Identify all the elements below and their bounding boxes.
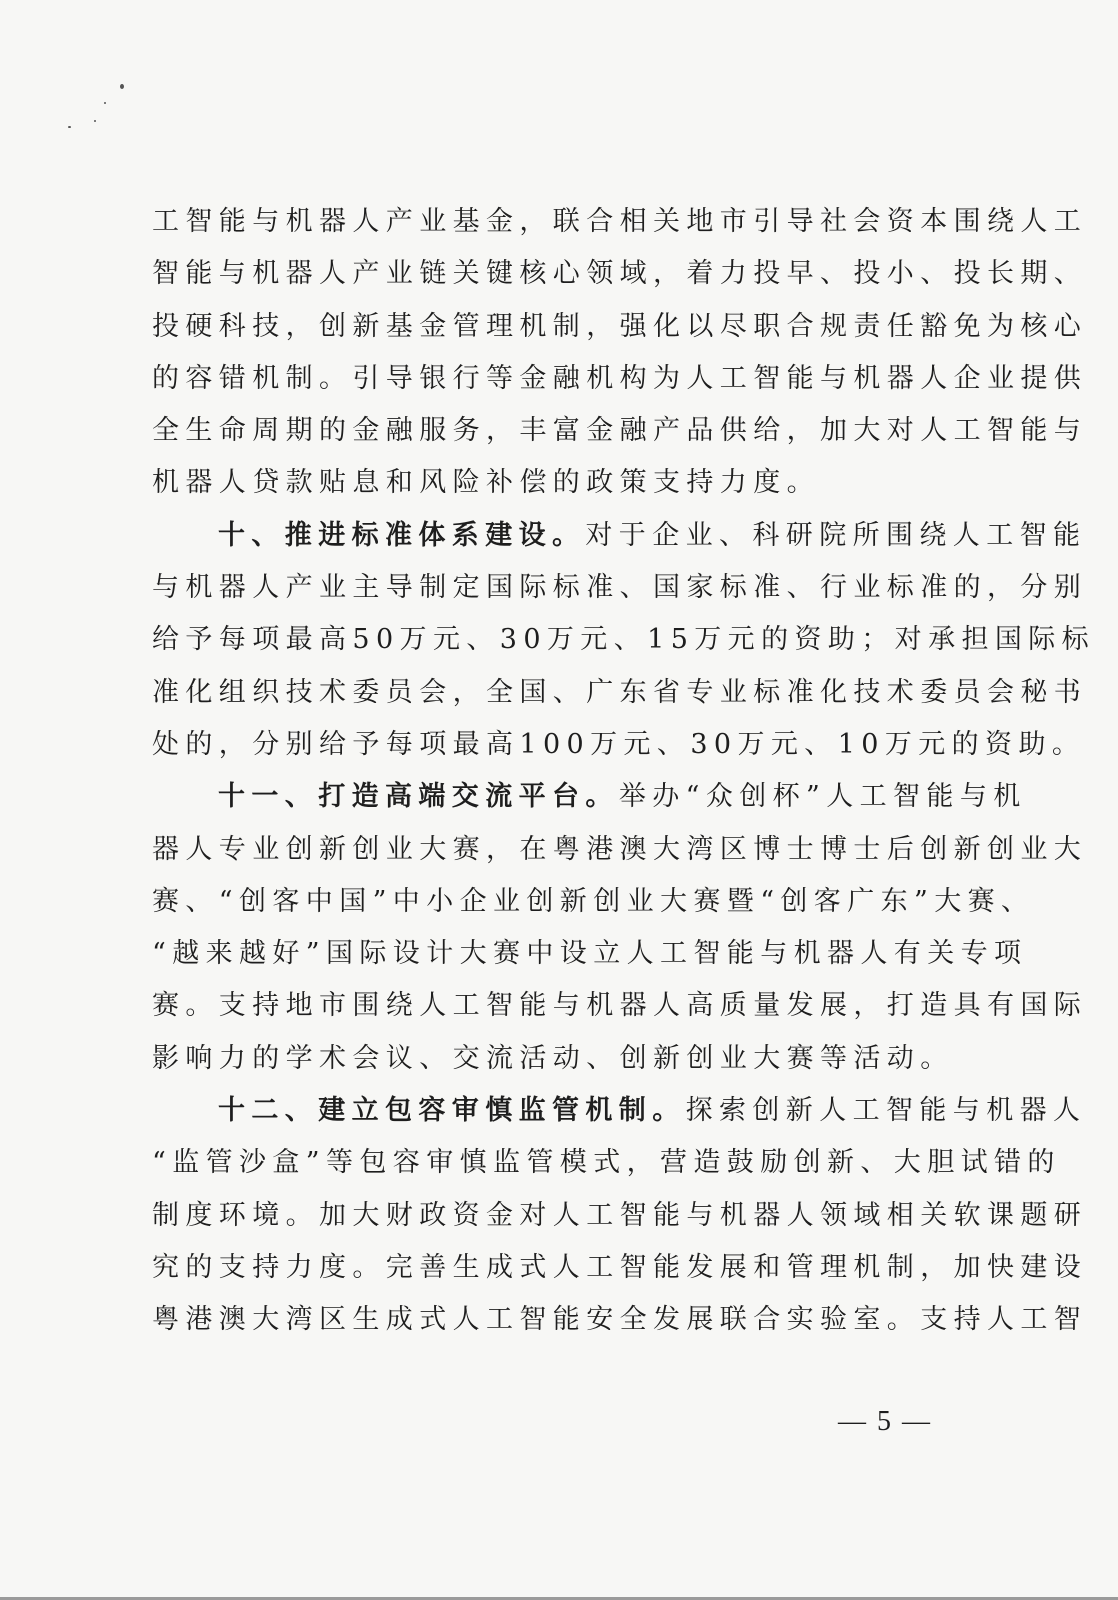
text-line: 机器人贷款贴息和风险补偿的政策支持力度。 — [152, 467, 820, 499]
text-line: 准化组织技术委员会，全国、广东省专业标准化技术委员会秘书 — [152, 676, 1088, 708]
text-line: “监管沙盒”等包容审慎监管模式，营造鼓励创新、大胆试错的 — [152, 1147, 1061, 1179]
section-text: 对于企业、科研院所围绕人工智能 — [585, 519, 1087, 551]
section-text: 举办“众创杯”人工智能与机 — [618, 781, 1027, 813]
text-line — [152, 510, 1087, 562]
text-line: 器人专业创新创业大赛，在粤港澳大湾区博士博士后创新创业大 — [152, 833, 1088, 865]
text-line: “越来越好”国际设计大赛中设立人工智能与机器人有关专项 — [152, 938, 1028, 970]
document-body — [152, 196, 1096, 1347]
paragraph-standards — [152, 510, 1096, 771]
section-text: 探索创新人工智能与机器人 — [685, 1095, 1087, 1127]
section-heading: 十一、打造高端交流平台。 — [218, 781, 619, 813]
text-line: 制度环境。加大财政资金对人工智能与机器人领域相关软课题研 — [152, 1199, 1088, 1231]
paragraph-regulation — [152, 1085, 1088, 1346]
text-line: 粤港澳大湾区生成式人工智能安全发展联合实验室。支持人工智 — [152, 1304, 1088, 1336]
text-line: 智能与机器人产业链关键核心领域，着力投早、投小、投长期、 — [152, 258, 1088, 290]
section-heading: 十二、建立包容审慎监管机制。 — [218, 1095, 686, 1127]
text-line — [152, 1085, 1087, 1137]
section-heading: 十、推进标准体系建设。 — [218, 519, 586, 551]
scan-speck — [94, 120, 96, 122]
text-line: 的容错机制。引导银行等金融机构为人工智能与机器人企业提供 — [152, 362, 1088, 394]
text-line: 影响力的学术会议、交流活动、创新创业大赛等活动。 — [152, 1042, 954, 1074]
text-line: 全生命周期的金融服务，丰富金融产品供给，加大对人工智能与 — [152, 415, 1088, 447]
scan-speck — [104, 102, 106, 104]
scan-speck — [120, 84, 124, 89]
paragraph-industry-fund — [152, 196, 1088, 510]
scan-specks — [60, 80, 140, 140]
page-number: — 5 — — [838, 1406, 932, 1437]
text-line: 究的支持力度。完善生成式人工智能发展和管理机制，加快建设 — [152, 1251, 1088, 1283]
text-line: 工智能与机器人产业基金，联合相关地市引导社会资本围绕人工 — [152, 206, 1088, 237]
text-line: 处的，分别给予每项最高100万元、30万元、10万元的资助。 — [152, 728, 1086, 760]
text-line: 投硬科技，创新基金管理机制，强化以尽职合规责任豁免为核心 — [152, 310, 1088, 342]
text-line: 给予每项最高50万元、30万元、15万元的资助；对承担国际标 — [152, 624, 1096, 656]
text-line: 赛、“创客中国”中小企业创新创业大赛暨“创客广东”大赛、 — [152, 885, 1035, 917]
scan-speck — [68, 126, 71, 128]
text-line: 与机器人产业主导制定国际标准、国家标准、行业标准的，分别 — [152, 572, 1088, 604]
text-line: 赛。支持地市围绕人工智能与机器人高质量发展，打造具有国际 — [152, 990, 1088, 1022]
paragraph-exchange-platform — [152, 771, 1088, 1085]
text-line — [152, 771, 1027, 823]
